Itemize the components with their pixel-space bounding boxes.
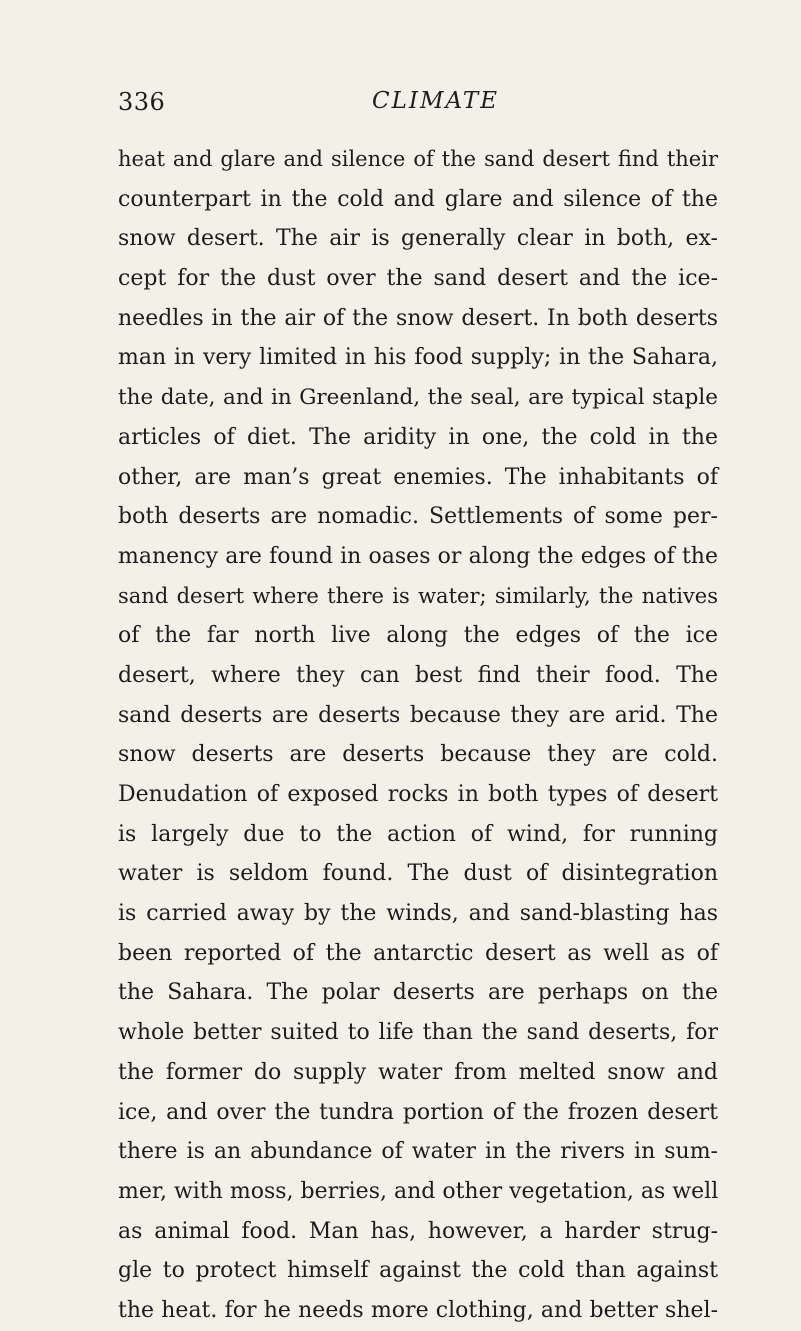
text-line: needles in the air of the snow desert. In both deserts [118, 305, 718, 331]
text-line: snow deserts are deserts because they are cold. [118, 742, 718, 768]
text-line: both deserts are nomadic. Settlements of some per- [118, 504, 718, 530]
body-text [118, 140, 718, 1331]
text-line: Denudation of exposed rocks in both types of desert [118, 782, 718, 807]
text-line: the date, and in Greenland, the seal, are typical staple [118, 385, 718, 411]
text-line: desert, where they can best find their food. The [118, 662, 718, 688]
text-line: water is seldom found. The dust of disintegration [118, 861, 718, 887]
text-line: heat and glare and silence of the sand desert find their [118, 147, 718, 171]
page-number: 336 [118, 88, 166, 116]
text-line: ice, and over the tundra portion of the frozen desert [118, 1099, 718, 1125]
text-line: sand desert where there is water; similarly, the natives [118, 583, 718, 608]
running-title: CLIMATE [372, 88, 499, 114]
text-line: counterpart in the cold and glare and silence of the [118, 186, 718, 212]
text-line: the former do supply water from melted snow and [118, 1059, 718, 1085]
text-line: snow desert. The air is generally clear in both, ex- [118, 226, 718, 252]
text-line: of the far north live along the edges of the ice [118, 623, 718, 649]
text-line: is largely due to the action of wind, for running [118, 821, 718, 847]
text-line: the heat. for he needs more clothing, and better shel- [118, 1297, 718, 1323]
text-line: mer, with moss, berries, and other vegetation, as well [118, 1178, 719, 1204]
text-line: there is an abundance of water in the rivers in sum- [118, 1139, 718, 1165]
text-line: whole better suited to life than the sand deserts, for [118, 1020, 718, 1046]
text-line: is carried away by the winds, and sand-blasting has [118, 901, 718, 927]
text-line: gle to protect himself against the cold than against [118, 1258, 718, 1284]
text-line: articles of diet. The aridity in one, the cold in the [118, 424, 718, 450]
text-line: sand deserts are deserts because they are arid. The [118, 702, 718, 728]
text-line: cept for the dust over the sand desert and the ice- [118, 266, 718, 292]
text-line: been reported of the antarctic desert as well as of [118, 940, 718, 966]
text-line: manency are found in oases or along the edges of the [118, 543, 718, 569]
text-line: the Sahara. The polar deserts are perhaps on the [118, 980, 718, 1006]
text-line: other, are man’s great enemies. The inhabitants of [118, 464, 718, 490]
text-line: as animal food. Man has, however, a harder strug- [118, 1218, 718, 1244]
running-head [118, 88, 711, 124]
text-line: man in very limited in his food supply; in the Sahara, [118, 345, 718, 371]
